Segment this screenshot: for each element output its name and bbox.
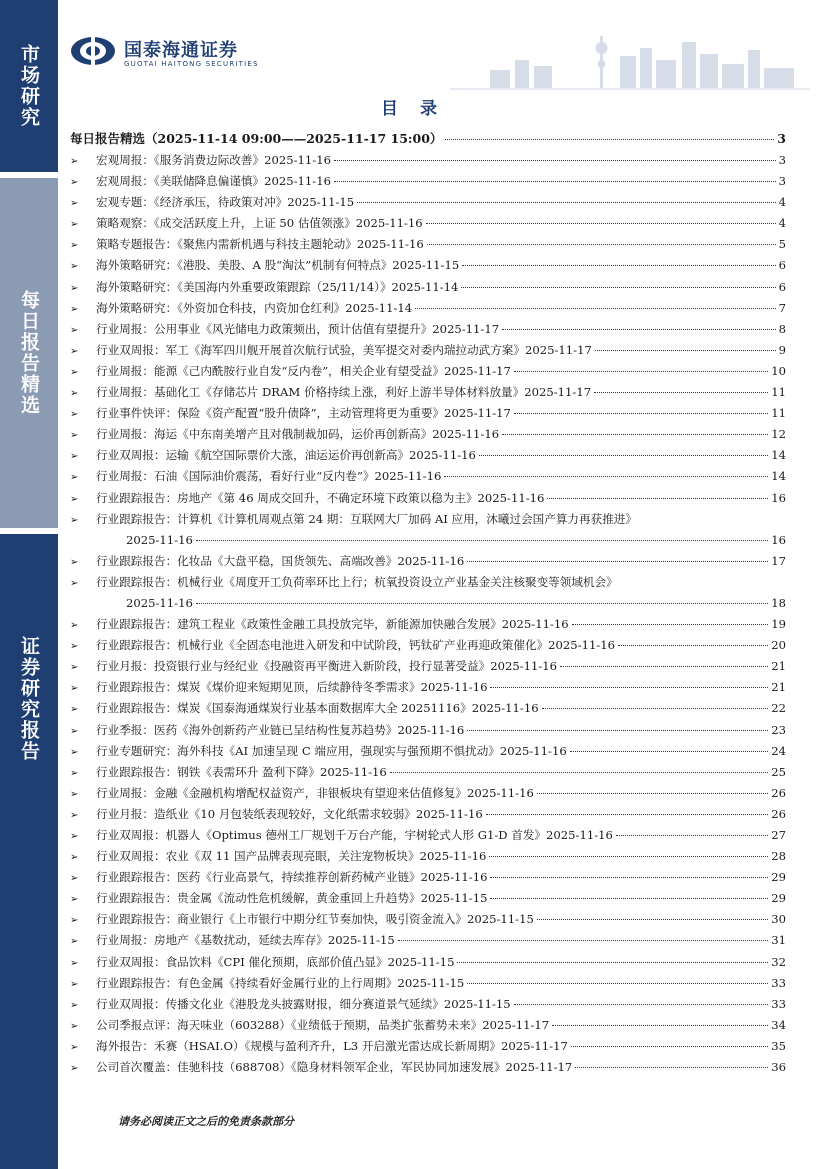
leader-dots: [514, 413, 768, 414]
arrow-bullet-icon: ➢: [70, 683, 79, 695]
toc-page-number: 29: [771, 870, 786, 885]
toc-entry[interactable]: [70, 973, 786, 994]
toc-entry-label: 行业跟踪报告：有色金属《持续看好金属行业的上行周期》2025-11-15: [96, 975, 465, 990]
toc-entry-label: 行业双周报：农业《双 11 国产品牌表现亮眼，关注宠物板块》2025-11-16: [96, 849, 487, 864]
arrow-bullet-icon: ➢: [70, 324, 79, 336]
arrow-bullet-icon: ➢: [70, 788, 79, 800]
toc-page-number: 9: [778, 342, 786, 357]
toc-entry[interactable]: [70, 867, 786, 888]
leader-dots: [334, 181, 776, 182]
toc-head-label: 每日报告精选（2025-11-14 09:00——2025-11-17 15:00）: [70, 131, 443, 146]
leader-dots: [415, 308, 775, 309]
toc-entry[interactable]: [70, 319, 786, 340]
toc-entry-label: 行业周报：石油《国际油价震荡，看好行业“反内卷”》2025-11-16: [96, 469, 442, 484]
toc-entry-label: 行业周报：房地产《基数扰动，延续去库存》2025-11-15: [96, 933, 395, 948]
toc-entry-label: 海外报告：禾赛（HSAI.O）《规模与盈利齐升，L3 开启激光雷达成长新周期》2025-11-17: [96, 1038, 568, 1053]
leader-dots: [486, 814, 769, 815]
toc-entry-label: 行业跟踪报告：房地产《第 46 周成交回升，不确定环境下政策以稳为主》2025-11-16: [96, 490, 545, 505]
arrow-bullet-icon: ➢: [70, 198, 79, 210]
toc-entry[interactable]: [70, 192, 786, 213]
arrow-bullet-icon: ➢: [70, 767, 79, 779]
leader-dots: [595, 350, 776, 351]
toc-entry[interactable]: [70, 150, 786, 171]
arrow-bullet-icon: ➢: [70, 915, 79, 927]
toc-page-number: 3: [777, 131, 786, 146]
toc-page-number: 21: [771, 680, 786, 695]
toc-entry-label: 行业周报：公用事业《风光储电力政策频出，预计估值有望提升》2025-11-17: [96, 321, 500, 336]
sidebar-tab-market-research: 市场研究: [0, 0, 58, 172]
toc-entry-label: 行业月报：投资银行业与经纪业《投融资再平衡进入新阶段，投行显著受益》2025-11-16: [96, 659, 558, 674]
toc-entry-label: 行业跟踪报告：医药《行业高景气，持续推荐创新药械产业链》2025-11-16: [96, 870, 488, 885]
arrow-bullet-icon: ➢: [70, 978, 79, 990]
toc-entry-label: 行业事件快评：保险《资产配置“股升债降”，主动管理将更为重要》2025-11-17: [96, 406, 511, 421]
leader-dots: [334, 160, 776, 161]
disclaimer-footer: 请务必阅读正文之后的免责条款部分: [118, 1115, 294, 1128]
toc-entry-label: 行业跟踪报告：建筑工程业《政策性金融工具投放完毕，新能源加快融合发展》2025-11-16: [96, 617, 569, 632]
toc-entry-continuation[interactable]: [70, 530, 786, 551]
toc-entry-label: 行业月报：造纸业《10 月包装纸表现较好，文化纸需求较弱》2025-11-16: [96, 806, 483, 821]
toc-page-number: 22: [771, 701, 786, 716]
toc-entry[interactable]: [70, 888, 786, 909]
arrow-bullet-icon: ➢: [70, 936, 79, 948]
arrow-bullet-icon: ➢: [70, 451, 79, 463]
leader-dots: [467, 561, 768, 562]
arrow-bullet-icon: ➢: [70, 873, 79, 885]
arrow-bullet-icon: ➢: [70, 514, 79, 526]
toc-entry[interactable]: [70, 1036, 786, 1057]
toc-page-number: 25: [771, 764, 786, 779]
arrow-bullet-icon: ➢: [70, 704, 79, 716]
toc-page-number: 33: [771, 996, 786, 1011]
toc-entry-label: 行业双周报：食品饮料《CPI 催化预期，底部价值凸显》2025-11-15: [96, 954, 455, 969]
toc-page-number: 6: [778, 279, 786, 294]
arrow-bullet-icon: ➢: [70, 261, 79, 273]
toc-entry-label: 行业跟踪报告：化妆品《大盘平稳，国货领先、高端改善》2025-11-16: [96, 553, 465, 568]
toc-entry[interactable]: [70, 698, 786, 719]
leader-dots: [490, 898, 768, 899]
leader-dots: [489, 856, 768, 857]
leader-dots: [502, 434, 768, 435]
toc-entry[interactable]: [70, 846, 786, 867]
toc-page-number: 33: [771, 975, 786, 990]
toc-entry-label: 行业周报：能源《己内酰胺行业自发“反内卷”，相关企业有望受益》2025-11-17: [96, 363, 511, 378]
toc-entry[interactable]: [70, 488, 786, 509]
toc-entry-continuation[interactable]: [70, 593, 786, 614]
toc-entry[interactable]: [70, 1057, 786, 1078]
toc-page-number: 6: [778, 258, 786, 273]
toc-entry[interactable]: [70, 340, 786, 361]
toc-entry-label: 海外策略研究：《美国海内外重要政策跟踪（25/11/14）》2025-11-14: [96, 279, 459, 294]
toc-entry[interactable]: [70, 762, 786, 783]
toc-page-number: 11: [771, 385, 786, 400]
toc-page-number: 10: [771, 363, 786, 378]
leader-dots: [390, 772, 768, 773]
leader-dots: [490, 877, 768, 878]
toc-entry-label: 公司首次覆盖：佳驰科技（688708）《隐身材料领军企业，军民协同加速发展》2025-11-17: [96, 1060, 573, 1075]
toc-entry[interactable]: [70, 466, 786, 487]
leader-dots: [537, 793, 768, 794]
leader-dots: [467, 983, 768, 984]
page-title: 目 录: [381, 99, 445, 119]
toc-page-number: 20: [771, 638, 786, 653]
leader-dots: [514, 1004, 769, 1005]
arrow-bullet-icon: ➢: [70, 999, 79, 1011]
toc-page-number: 5: [778, 237, 786, 252]
toc-page-number: 4: [778, 195, 786, 210]
toc-entry-label: 宏观专题：《经济承压，待政策对冲》2025-11-15: [96, 195, 355, 210]
leader-dots: [490, 687, 768, 688]
toc-entry[interactable]: [70, 614, 786, 635]
arrow-bullet-icon: ➢: [70, 156, 79, 167]
toc-page-number: 23: [771, 722, 786, 737]
toc-page-number: 21: [771, 659, 786, 674]
toc-entry-label: 策略专题报告：《聚焦内需新机遇与科技主题轮动》2025-11-16: [96, 237, 424, 252]
toc-entry[interactable]: [70, 677, 786, 698]
toc-entry[interactable]: [70, 952, 786, 973]
arrow-bullet-icon: ➢: [70, 620, 79, 632]
toc-entry[interactable]: [70, 656, 786, 677]
leader-dots: [616, 835, 768, 836]
toc-page-number: 34: [771, 1017, 786, 1032]
toc-page-number: 31: [771, 933, 786, 948]
arrow-bullet-icon: ➢: [70, 177, 79, 189]
arrow-bullet-icon: ➢: [70, 577, 79, 589]
toc-entry[interactable]: [70, 298, 786, 319]
brand-name: 国泰海通证券: [124, 40, 238, 61]
toc-entry[interactable]: [70, 909, 786, 930]
leader-dots: [479, 455, 768, 456]
toc-entry[interactable]: [70, 720, 786, 741]
toc-entry[interactable]: [70, 424, 786, 445]
arrow-bullet-icon: ➢: [70, 641, 79, 653]
toc-entry[interactable]: [70, 1015, 786, 1036]
leader-dots: [196, 540, 768, 541]
toc-entry-label: 行业双周报：军工《海军四川舰开展首次航行试验，美军提交对委内瑞拉动武方案》2025-11-17: [96, 342, 592, 357]
arrow-bullet-icon: ➢: [70, 831, 79, 842]
arrow-bullet-icon: ➢: [70, 366, 79, 378]
toc-entry-label: 行业双周报：运输《航空国际票价大涨，油运运价再创新高》2025-11-16: [96, 448, 476, 463]
toc-entry[interactable]: [70, 825, 786, 846]
toc-entry-date: 2025-11-16: [126, 595, 193, 610]
leader-dots: [467, 730, 768, 731]
toc-page-number: 4: [778, 216, 786, 231]
leader-dots: [502, 329, 776, 330]
leader-dots: [594, 392, 768, 393]
toc-entry[interactable]: [70, 635, 786, 656]
arrow-bullet-icon: ➢: [70, 1020, 79, 1032]
toc-entry[interactable]: [70, 572, 786, 593]
toc-entry-label: 行业跟踪报告：煤炭《国泰海通煤炭行业基本面数据库大全 20251116》2025-11-16: [96, 701, 539, 716]
toc-page-number: 8: [778, 321, 786, 336]
toc-page-number: 26: [771, 806, 786, 821]
toc-page-number: 3: [778, 174, 786, 189]
toc-entry-label: 公司季报点评：海天味业（603288）《业绩低于预期，品类扩张蓄势未来》2025-11-17: [96, 1017, 550, 1032]
toc-entry[interactable]: [70, 551, 786, 572]
toc-page-number: 18: [771, 595, 786, 610]
arrow-bullet-icon: ➢: [70, 894, 79, 906]
toc-entry-label: 行业周报：金融《金融机构增配权益资产，非银板块有望迎来估值修复》2025-11-16: [96, 785, 534, 800]
arrow-bullet-icon: ➢: [70, 472, 79, 484]
toc-page-number: 16: [771, 490, 786, 505]
leader-dots: [547, 498, 768, 499]
arrow-bullet-icon: ➢: [70, 1041, 79, 1053]
toc-entry-label: 行业跟踪报告：煤炭《煤价迎来短期见顶，后续静待冬季需求》2025-11-16: [96, 680, 488, 695]
toc-entry-date: 2025-11-16: [126, 532, 193, 547]
arrow-bullet-icon: ➢: [70, 282, 79, 294]
toc-page-number: 14: [771, 469, 786, 484]
toc-entry[interactable]: [70, 783, 786, 804]
toc-page-number: 12: [771, 427, 786, 442]
toc-page-number: 11: [771, 406, 786, 421]
toc-entry-label: 宏观周报：《美联储降息偏谨慎》2025-11-16: [96, 174, 331, 189]
toc-entry-label: 行业周报：海运《中东南美增产且对俄制裁加码，运价再创新高》2025-11-16: [96, 427, 500, 442]
leader-dots: [575, 1067, 768, 1068]
toc-page-number: 30: [771, 912, 786, 927]
toc-entry-label: 行业季报：医药《海外创新药产业链已呈结构性复苏趋势》2025-11-16: [96, 722, 465, 737]
toc-entry-label: 海外策略研究：《外资加仓科技，内资加仓红利》2025-11-14: [96, 300, 413, 315]
arrow-bullet-icon: ➢: [70, 746, 79, 758]
arrow-bullet-icon: ➢: [70, 219, 79, 231]
sidebar: [0, 0, 58, 1169]
toc-entry-label: 海外策略研究：《港股、美股、A 股“淘汰”机制有何特点》2025-11-15: [96, 258, 460, 273]
toc-page-number: 3: [778, 153, 786, 167]
toc-entry-label: 行业跟踪报告：计算机《计算机周观点第 24 期：互联网大厂加码 AI 应用，沐曦过会国产算力再获推进》: [96, 511, 637, 526]
toc-entry-label: 行业专题研究：海外科技《AI 加速呈现 C 端应用，强现实与强预期不惧扰动》2025-11-16: [96, 743, 567, 758]
toc-head-row[interactable]: [70, 127, 786, 150]
guotai-haitong-logo-icon: [70, 36, 116, 66]
toc-entry[interactable]: [70, 403, 786, 424]
toc-entry[interactable]: [70, 445, 786, 466]
leader-dots: [542, 708, 769, 709]
leader-dots: [457, 962, 768, 963]
leader-dots: [426, 223, 776, 224]
city-skyline-icon: [450, 30, 810, 90]
arrow-bullet-icon: ➢: [70, 1063, 79, 1075]
arrow-bullet-icon: ➢: [70, 388, 79, 400]
arrow-bullet-icon: ➢: [70, 409, 79, 421]
toc-entry[interactable]: [70, 930, 786, 951]
toc-page-number: 32: [771, 954, 786, 969]
leader-dots: [461, 287, 775, 288]
arrow-bullet-icon: ➢: [70, 240, 79, 252]
toc-page-number: 35: [771, 1038, 786, 1053]
arrow-bullet-icon: ➢: [70, 556, 79, 568]
leader-dots: [398, 940, 769, 941]
toc-page-number: 24: [771, 743, 786, 758]
arrow-bullet-icon: ➢: [70, 303, 79, 315]
toc-page-number: 7: [778, 300, 786, 315]
toc-entry-label: 宏观周报：《服务消费边际改善》2025-11-16: [96, 153, 331, 167]
toc-entry[interactable]: [70, 382, 786, 403]
arrow-bullet-icon: ➢: [70, 809, 79, 821]
toc-page-number: 26: [771, 785, 786, 800]
sidebar-tab-securities-report: 证券研究报告: [0, 534, 58, 864]
leader-dots: [572, 624, 769, 625]
toc-entry[interactable]: [70, 171, 786, 192]
toc-entry[interactable]: [70, 213, 786, 234]
leader-dots: [571, 1046, 768, 1047]
toc-entry-label: 行业跟踪报告：商业银行《上市银行中期分红节奏加快，吸引资金流入》2025-11-15: [96, 912, 534, 927]
toc-page-number: 28: [771, 849, 786, 864]
leader-dots: [462, 265, 775, 266]
leader-dots: [560, 666, 768, 667]
arrow-bullet-icon: ➢: [70, 957, 79, 969]
toc-entry[interactable]: [70, 994, 786, 1015]
sidebar-tab-daily-picks: 每日报告精选: [0, 178, 58, 528]
toc-page-number: 16: [771, 532, 786, 547]
toc-entry-label: 策略观察：《成交活跃度上升，上证 50 估值领涨》2025-11-16: [96, 216, 423, 231]
leader-dots: [444, 476, 768, 477]
leader-dots: [552, 1025, 768, 1026]
toc-entry[interactable]: [70, 741, 786, 762]
toc-entry[interactable]: [70, 277, 786, 298]
toc-page-number: 36: [771, 1060, 786, 1075]
arrow-bullet-icon: ➢: [70, 662, 79, 674]
arrow-bullet-icon: ➢: [70, 493, 79, 505]
table-of-contents: [70, 127, 786, 1078]
brand-name-en: GUOTAI HAITONG SECURITIES: [124, 60, 259, 68]
arrow-bullet-icon: ➢: [70, 430, 79, 442]
toc-entry[interactable]: [70, 509, 786, 530]
leader-dots: [618, 645, 768, 646]
leader-dots: [357, 202, 775, 203]
toc-page-number: 19: [771, 617, 786, 632]
toc-entry-label: 行业跟踪报告：机械行业《周度开工负荷率环比上行；杭氧投资设立产业基金关注核聚变等领域机会》: [96, 574, 618, 589]
toc-page-number: 27: [771, 828, 786, 842]
toc-entry[interactable]: [70, 361, 786, 382]
leader-dots: [514, 371, 768, 372]
leader-dots: [537, 919, 768, 920]
leader-dots: [196, 603, 768, 604]
toc-entry[interactable]: [70, 804, 786, 825]
arrow-bullet-icon: ➢: [70, 725, 79, 737]
toc-entry-label: 行业双周报：机器人《Optimus 德州工厂规划千万台产能，宇树轮式人形 G1-D 首发》2025-11-16: [96, 828, 613, 842]
toc-page-number: 17: [771, 553, 786, 568]
arrow-bullet-icon: ➢: [70, 345, 79, 357]
toc-page-number: 29: [771, 891, 786, 906]
toc-entry-label: 行业跟踪报告：钢铁《表需环升 盈利下降》2025-11-16: [96, 764, 387, 779]
toc-entry[interactable]: [70, 255, 786, 276]
toc-entry-label: 行业跟踪报告：机械行业《全固态电池进入研发和中试阶段，钙钛矿产业再迎政策催化》2025-11-16: [96, 638, 616, 653]
toc-entry-label: 行业周报：基础化工《存储芯片 DRAM 价格持续上涨，利好上游半导体材料放量》2025-11-17: [96, 385, 592, 400]
leader-dots: [427, 244, 776, 245]
toc-page-number: 14: [771, 448, 786, 463]
page-header: [70, 30, 810, 86]
leader-dots: [570, 751, 769, 752]
toc-entry-label: 行业跟踪报告：贵金属《流动性危机缓解，黄金重回上升趋势》2025-11-15: [96, 891, 488, 906]
toc-entry-label: 行业双周报：传播文化业《港股龙头披露财报，细分赛道景气延续》2025-11-15: [96, 996, 511, 1011]
toc-entry[interactable]: [70, 234, 786, 255]
arrow-bullet-icon: ➢: [70, 852, 79, 864]
leader-dots: [445, 139, 774, 140]
